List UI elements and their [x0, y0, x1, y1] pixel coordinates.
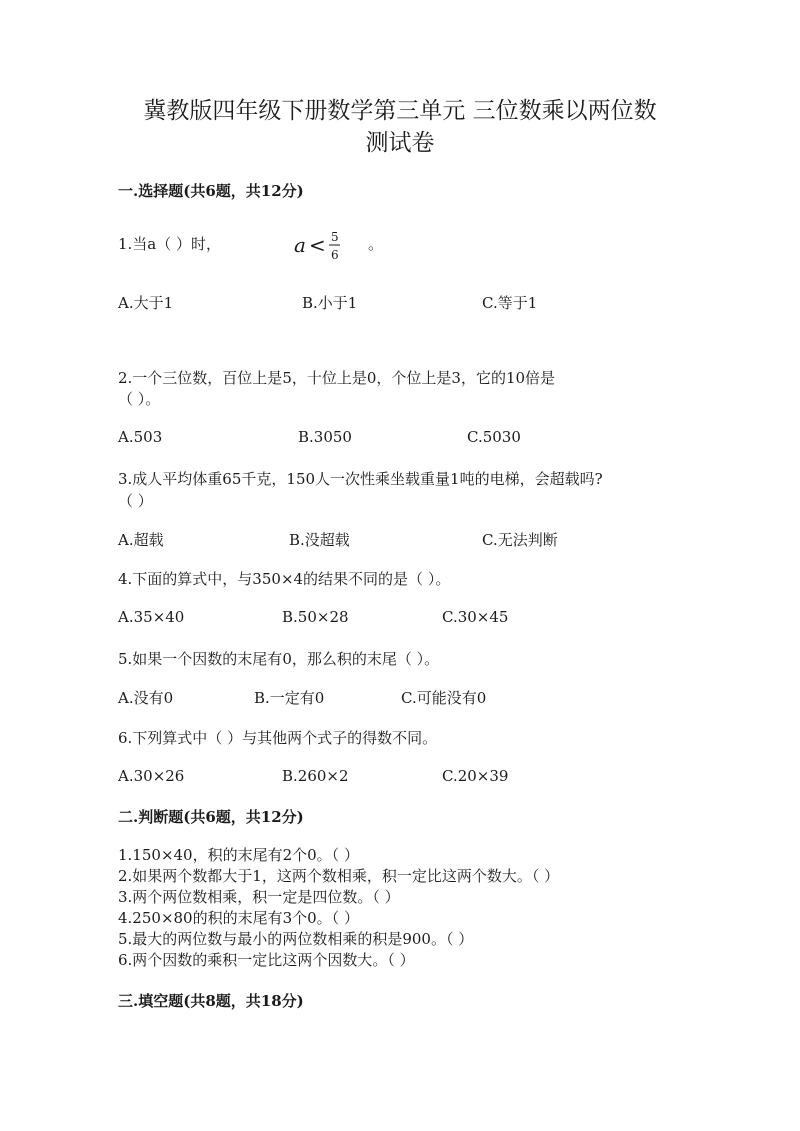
math-denominator: 6 — [331, 248, 339, 262]
judge-item-2: 2.如果两个数都大于1，这两个数相乘，积一定比这两个数大。（ ） — [118, 867, 560, 885]
q3-option-a[interactable]: A.超载 — [118, 531, 164, 549]
section-heading-fill: 三.填空题(共8题，共18分) — [118, 992, 304, 1010]
fraction-inequality — [292, 228, 352, 262]
q6-option-a[interactable]: A.30×26 — [118, 767, 185, 785]
math-numerator: 5 — [331, 230, 339, 244]
page-title-line2: 测试卷 — [365, 130, 435, 156]
judge-item-1: 1.150×40，积的末尾有2个0。（ ） — [118, 846, 359, 864]
q6-option-b[interactable]: B.260×2 — [282, 767, 349, 785]
question-4-stem: 4.下面的算式中，与350×4的结果不同的是（ ）。 — [118, 570, 451, 588]
q2-option-a[interactable]: A.503 — [118, 428, 163, 446]
judge-item-3: 3.两个两位数相乘，积一定是四位数。（ ） — [118, 888, 400, 906]
math-variable: a — [294, 233, 306, 257]
q2-option-c[interactable]: C.5030 — [467, 428, 521, 446]
q1-option-a[interactable]: A.大于1 — [118, 294, 174, 312]
q4-option-a[interactable]: A.35×40 — [118, 608, 185, 626]
section-heading-choice: 一.选择题(共6题，共12分) — [118, 182, 304, 200]
question-3-stem: 3.成人平均体重65千克，150人一次性乘坐载重量1吨的电梯，会超载吗? — [118, 470, 603, 488]
q5-option-b[interactable]: B.一定有0 — [254, 689, 325, 707]
question-6-stem: 6.下列算式中（ ）与其他两个式子的得数不同。 — [118, 729, 438, 747]
page-title: 冀教版四年级下册数学第三单元 三位数乘以两位数 — [143, 98, 657, 124]
q1-option-c[interactable]: C.等于1 — [482, 294, 538, 312]
q3-option-c[interactable]: C.无法判断 — [482, 531, 558, 549]
q2-option-b[interactable]: B.3050 — [298, 428, 352, 446]
q5-option-a[interactable]: A.没有0 — [118, 689, 174, 707]
math-relation: < — [309, 233, 326, 257]
judge-item-6: 6.两个因数的乘积一定比这两个因数大。（ ） — [118, 951, 415, 969]
judge-item-5: 5.最大的两位数与最小的两位数相乘的积是900。（ ） — [118, 930, 474, 948]
question-3-blank: （ ） — [118, 492, 153, 510]
judge-item-4: 4.250×80的积的末尾有3个0。（ ） — [118, 909, 359, 927]
q5-option-c[interactable]: C.可能没有0 — [401, 689, 487, 707]
question-5-stem: 5.如果一个因数的末尾有0，那么积的末尾（ ）。 — [118, 650, 440, 668]
question-1-end: 。 — [368, 235, 384, 253]
q4-option-c[interactable]: C.30×45 — [442, 608, 509, 626]
q4-option-b[interactable]: B.50×28 — [282, 608, 349, 626]
section-heading-judge: 二.判断题(共6题，共12分) — [118, 808, 304, 826]
question-1-stem: 1.当a（ ）时， — [118, 235, 222, 253]
q6-option-c[interactable]: C.20×39 — [442, 767, 509, 785]
question-2-stem: 2.一个三位数，百位上是5，十位上是0，个位上是3，它的10倍是 — [118, 369, 556, 387]
q3-option-b[interactable]: B.没超载 — [289, 531, 350, 549]
question-2-blank: （ ）。 — [118, 390, 161, 408]
q1-option-b[interactable]: B.小于1 — [302, 294, 358, 312]
